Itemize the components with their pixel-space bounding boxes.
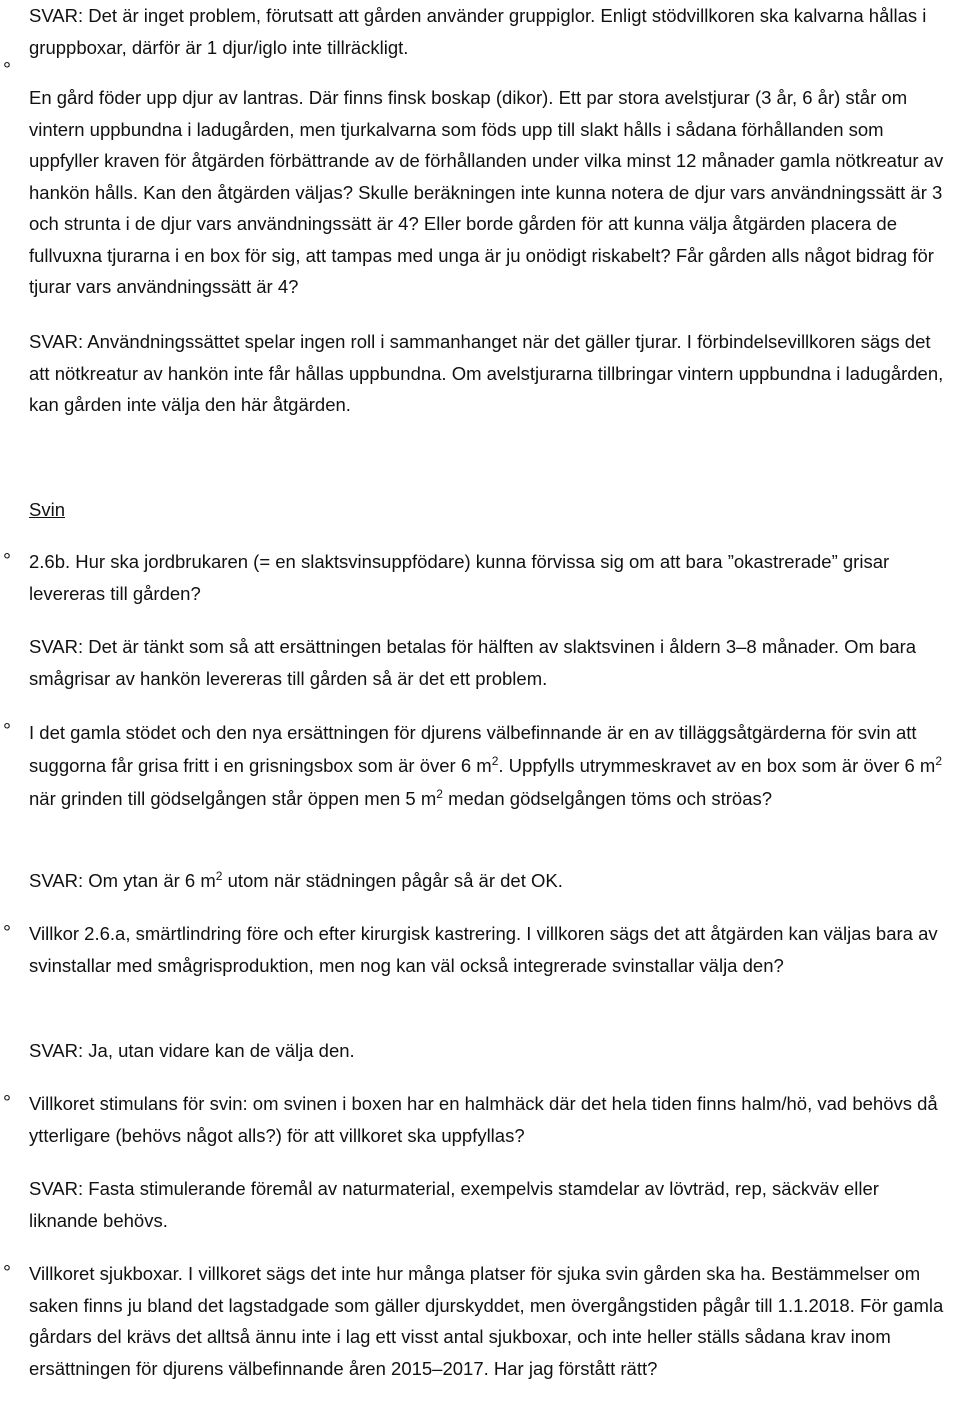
question-paragraph: En gård föder upp djur av lantras. Där finns finsk boskap (dikor). Ett par stora avelstjurar (3 år, 6 år) står om vintern uppbundna i ladugården, men tjurkalvarna som föds upp till slakt hålls i sådana förhållanden som uppfyller kraven för åtgärden förbättrande av de förhållanden under vilka minst 12 månader gamla nötkreatur av hankön hålls. Kan den åtgärden väljas? Skulle beräkningen inte kunna notera de djur vars användningssätt är 3 och strunta i de djur vars användningssätt är 4? Eller borde gården för att kunna välja åtgärden placera de fullvuxna tjurarna i en box för sig, att tampas med unga är ju onödigt riskabelt? Får gården alls något bidrag för tjurar vars användningssätt är 4? (29, 87, 944, 297)
question-paragraph: I det gamla stödet och den nya ersättningen för djurens välbefinnande är en av tilläggsåtgärderna för svin att suggorna får grisa fritt i en grisningsbox som är över 6 $m^2$. Uppfylls utrymmeskravet av en box som är över 6 $m^2$ när grinden till gödselgången står öppen men 5 $m^2$ medan gödselgången töms och ströas? (29, 722, 943, 809)
bullet-icon: ° (3, 922, 11, 944)
answer-paragraph: SVAR: Ja, utan vidare kan de välja den. (29, 1040, 355, 1061)
answer-paragraph: SVAR: Det är inget problem, förutsatt att gården använder gruppiglor. Enligt stödvillkoren ska kalvarna hållas i gruppboxar, därför är 1 djur/iglo inte tillräckligt. (29, 5, 927, 58)
answer-paragraph: SVAR: Om ytan är 6 $m^2$ utom när städningen pågår så är det OK. (29, 869, 563, 891)
answer-paragraph: SVAR: Det är tänkt som så att ersättningen betalas för hälften av slaktsvinen i åldern 3–8 månader. Om bara smågrisar av hankön levereras till gården så är det ett problem. (29, 636, 917, 689)
answer-paragraph: SVAR: Användningssättet spelar ingen roll i sammanhanget när det gäller tjurar. I förbindelsevillkoren sägs det att nötkreatur av hankön inte får hållas uppbundna. Om avelstjurarna tillbringar vintern uppbundna i ladugården, kan gården inte välja den här åtgärden. (29, 331, 944, 415)
section-heading: Svin (29, 499, 65, 520)
bullet-icon: ° (3, 1092, 11, 1114)
bullet-icon: ° (3, 1262, 11, 1284)
bullet-icon: ° (3, 720, 11, 742)
question-paragraph: Villkoret stimulans för svin: om svinen i boxen har en halmhäck där det hela tiden finns halm/hö, vad behövs då ytterligare (behövs något alls?) för att villkoret ska uppfyllas? (29, 1093, 938, 1146)
question-paragraph: 2.6b. Hur ska jordbrukaren (= en slaktsvinsuppfödare) kunna förvissa sig om att bara ”okastrerade” grisar levereras till gården? (29, 551, 890, 604)
bullet-icon: ° (3, 59, 11, 81)
answer-paragraph: SVAR: Fasta stimulerande föremål av naturmaterial, exempelvis stamdelar av lövträd, rep, säckväv eller liknande behövs. (29, 1178, 879, 1231)
question-paragraph: Villkoret sjukboxar. I villkoret sägs det inte hur många platser för sjuka svin gården ska ha. Bestämmelser om saken finns ju bland det lagstadgade som gäller djurskyddet, men övergångstiden pågår till 1.1.2018. För gamla gårdars del krävs det alltså ännu inte i lag ett visst antal sjukboxar, och inte heller ställs sådana krav inom ersättningen för djurens välbefinnande åren 2015–2017. Har jag förstått rätt? (29, 1263, 944, 1379)
question-paragraph: Villkor 2.6.a, smärtlindring före och efter kirurgisk kastrering. I villkoren sägs det att åtgärden kan väljas bara av svinstallar med smågrisproduktion, men nog kan väl också integrerade svinstallar välja den? (29, 923, 938, 976)
bullet-icon: ° (3, 550, 11, 572)
